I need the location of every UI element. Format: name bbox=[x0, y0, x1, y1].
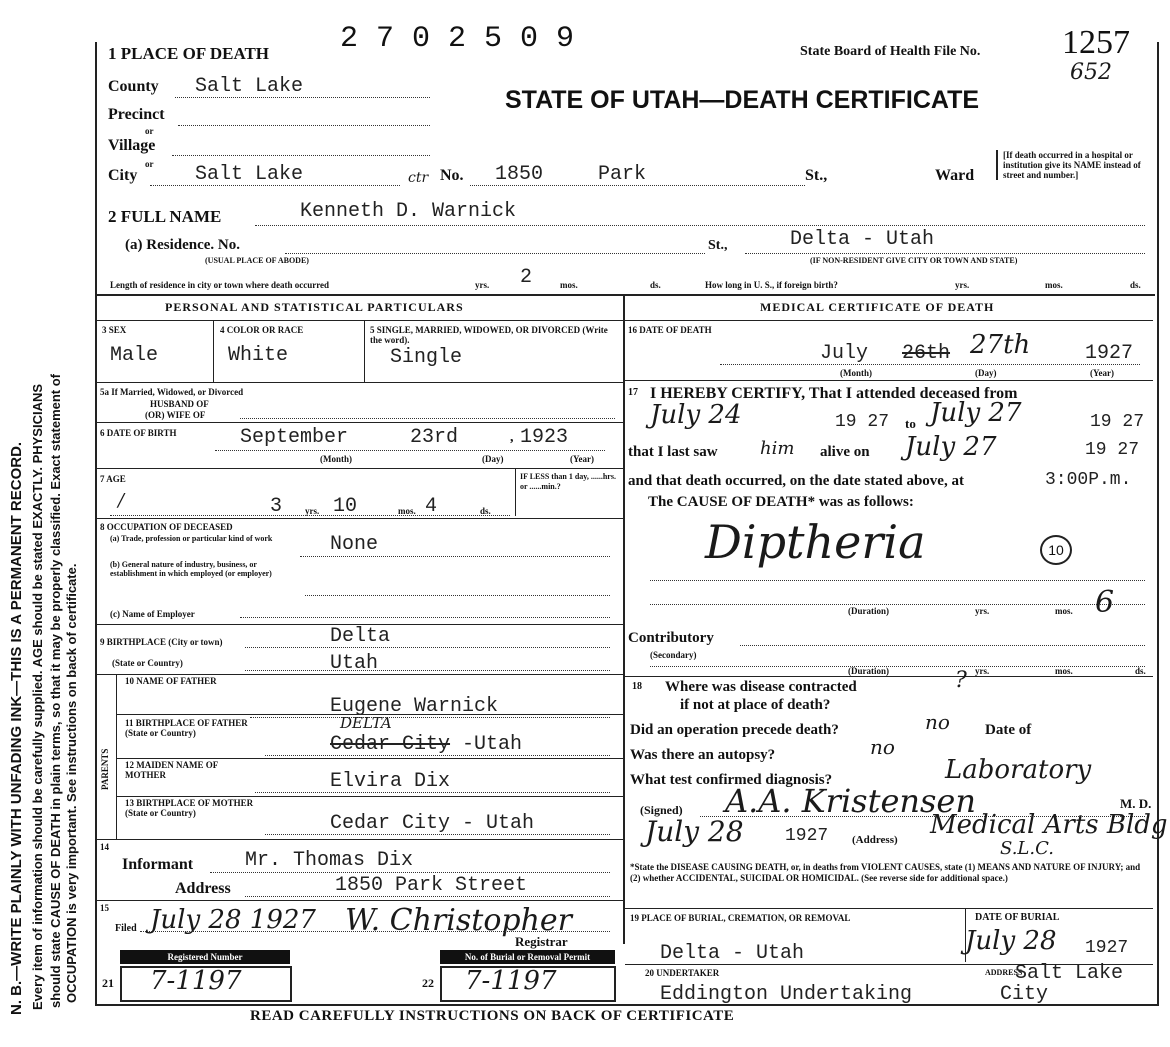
street-name-value: Park bbox=[598, 163, 647, 186]
marital-value: Single bbox=[390, 346, 463, 369]
burial-date: July 28 bbox=[965, 926, 1057, 956]
city-label: City bbox=[108, 167, 138, 184]
mother-name: Elvira Dix bbox=[330, 770, 451, 793]
informant-label: Informant bbox=[122, 856, 194, 873]
margin-line-4: OCCUPATION is very important. See instructions on back of certificate. bbox=[64, 563, 79, 1003]
undertaker-address-1: Salt Lake bbox=[1015, 962, 1124, 985]
street-no-label: No. bbox=[440, 167, 464, 184]
dob-month: September bbox=[240, 426, 349, 449]
father-birthplace: Cedar City -Utah bbox=[330, 733, 523, 756]
precinct-label: Precinct bbox=[108, 106, 165, 123]
margin-line-1: N. B.—WRITE PLAINLY WITH UNFADING INK—THIS IS A PERMANENT RECORD. bbox=[8, 441, 25, 1015]
birthplace-state: Utah bbox=[330, 652, 379, 675]
margin-line-2: Every item of information should be carefully supplied. AGE should be stated EXACTLY. PHYSICIANS bbox=[30, 383, 45, 1010]
registrar-signature: W. Christopher bbox=[345, 903, 573, 938]
burial-permit-number: 7-1197 bbox=[465, 966, 557, 996]
age-months: 10 bbox=[333, 495, 358, 518]
county-label: County bbox=[108, 78, 159, 95]
death-time: 3:00P.m. bbox=[1045, 470, 1132, 490]
file-number-2: 652 bbox=[1070, 60, 1112, 85]
death-month: July bbox=[820, 342, 869, 365]
margin-line-3: should state CAUSE OF DEATH in plain terms, so that it may be properly classified. Exact statement of bbox=[48, 373, 63, 1008]
occupation-value: None bbox=[330, 533, 379, 556]
dob-day: 23rd bbox=[410, 426, 459, 449]
filed-date: July 28 1927 bbox=[150, 905, 316, 935]
medical-section-title: MEDICAL CERTIFICATE OF DEATH bbox=[760, 300, 995, 314]
cause-code: 10 bbox=[1040, 535, 1072, 565]
burial-place: Delta - Utah bbox=[660, 942, 805, 965]
operation-answer: no bbox=[925, 710, 950, 734]
cert-number: 2 7 0 2 5 0 9 bbox=[340, 22, 575, 56]
undertaker: Eddington Undertaking bbox=[660, 983, 913, 1006]
personal-section-title: PERSONAL AND STATISTICAL PARTICULARS bbox=[165, 300, 464, 314]
ward-note: [If death occurred in a hospital or institution give its NAME instead of street and number.] bbox=[996, 150, 1153, 180]
mother-birthplace: Cedar City - Utah bbox=[330, 812, 535, 835]
village-label: Village bbox=[108, 137, 156, 154]
page-title: STATE OF UTAH—DEATH CERTIFICATE bbox=[505, 86, 980, 114]
reg-number: 7-1197 bbox=[150, 966, 242, 996]
st-label: St., bbox=[805, 167, 828, 184]
cause-label: The CAUSE OF DEATH* was as follows: bbox=[648, 494, 914, 510]
address-label: Address bbox=[175, 880, 231, 897]
death-day: 27th bbox=[970, 330, 1031, 360]
residence-value: Delta - Utah bbox=[790, 228, 935, 251]
informant-address: 1850 Park Street bbox=[335, 874, 528, 897]
city-value: Salt Lake bbox=[195, 163, 304, 186]
undertaker-address-2: City bbox=[1000, 983, 1049, 1006]
age-years: 3 bbox=[270, 495, 283, 518]
attend-to: July 27 bbox=[930, 398, 1022, 428]
full-name-label: 2 FULL NAME bbox=[108, 207, 222, 226]
certify-text: I HEREBY CERTIFY, That I attended deceased from bbox=[650, 385, 1018, 402]
death-year: 1927 bbox=[1085, 342, 1134, 365]
age-days: 4 bbox=[425, 495, 438, 518]
race-value: White bbox=[228, 344, 289, 367]
ward-label: Ward bbox=[935, 167, 975, 184]
cause-of-death: Diptheria bbox=[705, 515, 926, 569]
father-name: Eugene Warnick bbox=[330, 695, 499, 718]
place-of-death-label: 1 PLACE OF DEATH bbox=[108, 44, 270, 63]
physician-address: Medical Arts Bldg bbox=[930, 810, 1168, 840]
duration-months: 6 bbox=[1095, 585, 1115, 620]
dob-year: 1923 bbox=[520, 426, 569, 449]
street-no-value: 1850 bbox=[495, 163, 544, 186]
last-saw-date: July 27 bbox=[905, 432, 997, 462]
birthplace-city: Delta bbox=[330, 625, 391, 648]
footnote: *State the DISEASE CAUSING DEATH, or, in deaths from VIOLENT CAUSES, state (1) MEANS AND NATURE OF INJURY; and (2) whether ACCIDENTAL, SUICIDAL OR HOMICIDAL. (See reverse side for additional space.) bbox=[630, 862, 1141, 883]
contributory-label: Contributory bbox=[628, 630, 714, 646]
autopsy-answer: no bbox=[870, 735, 895, 759]
file-label: State Board of Health File No. bbox=[800, 44, 981, 59]
sex-value: Male bbox=[110, 344, 159, 367]
informant-value: Mr. Thomas Dix bbox=[245, 849, 414, 872]
physician-signature: A.A. Kristensen bbox=[725, 782, 976, 820]
signed-date: July 28 bbox=[645, 815, 744, 848]
county-value: Salt Lake bbox=[195, 75, 304, 98]
residence-label: (a) Residence. No. bbox=[125, 237, 240, 253]
residence-yrs: 2 bbox=[520, 266, 533, 289]
test-answer: Laboratory bbox=[945, 755, 1092, 785]
footer-instructions: READ CAREFULLY INSTRUCTIONS ON BACK OF CERTIFICATE bbox=[250, 1008, 735, 1024]
full-name-value: Kenneth D. Warnick bbox=[300, 200, 517, 223]
file-number: 1257 bbox=[1062, 24, 1130, 61]
attend-from: July 24 bbox=[650, 400, 742, 430]
